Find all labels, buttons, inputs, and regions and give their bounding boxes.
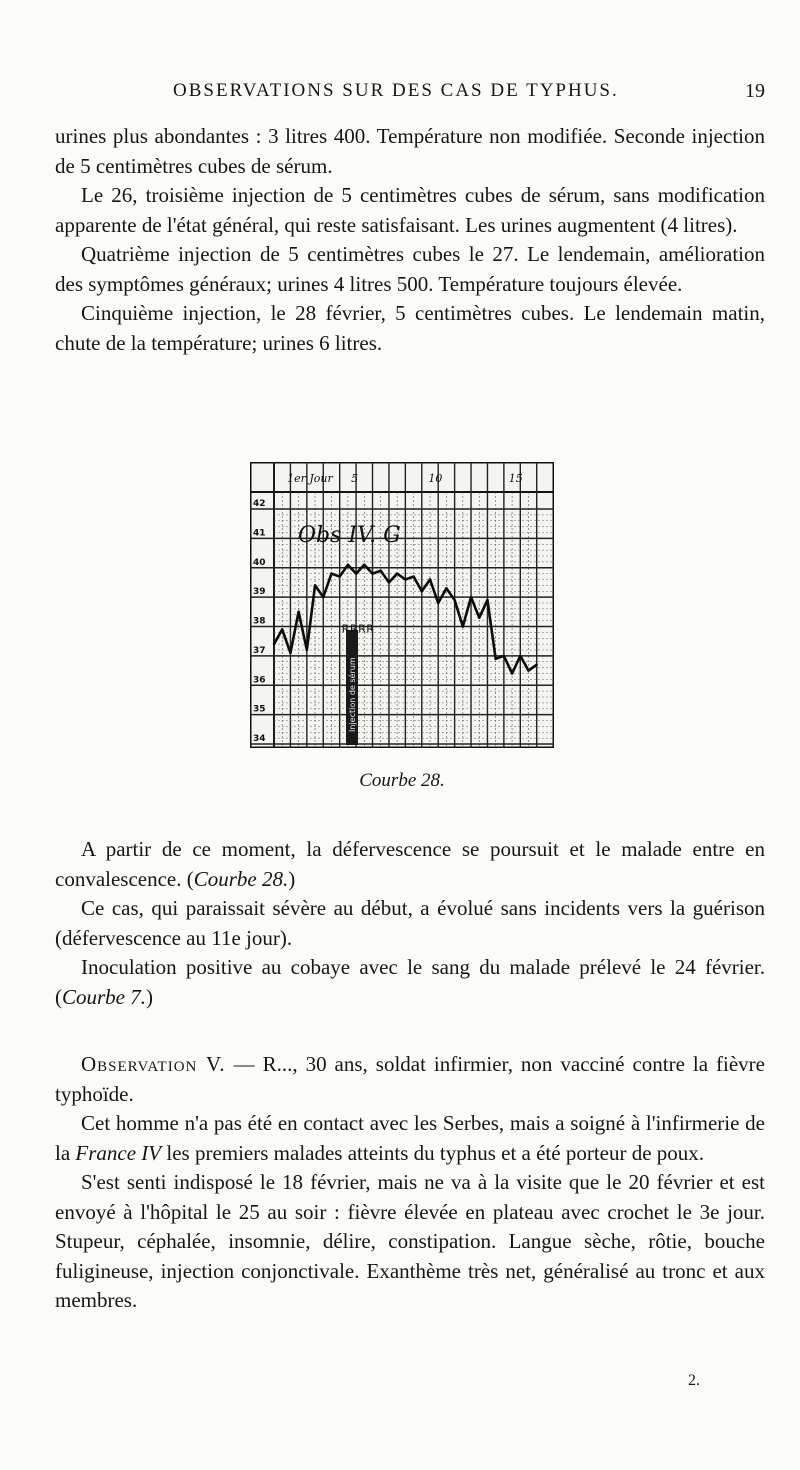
temperature-point: [437, 602, 439, 604]
injection-mark: R: [341, 622, 350, 636]
text-block-middle: [55, 835, 765, 1012]
temperature-point: [281, 628, 283, 630]
injection-mark: R: [358, 622, 366, 636]
temperature-chart: [250, 462, 554, 748]
temperature-point: [363, 564, 365, 566]
figure-reference: Courbe 28.: [193, 866, 289, 891]
temperature-chart-figure: [250, 462, 554, 748]
temperature-point: [273, 643, 275, 645]
paragraph-continuation: urines plus abondantes : 3 litres 400. Température non modifiée. Seconde injection de 5 centimètres cubes de sérum.: [55, 124, 765, 178]
temperature-point: [478, 616, 480, 618]
temperature-point: [371, 572, 373, 574]
y-tick-label: 38: [253, 616, 266, 627]
injection-mark: R: [366, 622, 374, 636]
day-label: 10: [428, 472, 443, 485]
temperature-point: [494, 658, 496, 660]
paragraph: Inoculation positive au cobaye avec le sang du malade prélevé le 24 février. (Courbe 7.): [55, 955, 765, 1009]
temperature-point: [404, 578, 406, 580]
figure-reference: Courbe 7.: [62, 984, 146, 1009]
temperature-point: [536, 663, 538, 665]
observation-heading: Observation V.: [81, 1052, 226, 1076]
temperature-point: [445, 587, 447, 589]
text-block-top: [55, 122, 765, 358]
temperature-point: [306, 649, 308, 651]
paragraph: S'est senti indisposé le 18 février, mais ne va à la visite que le 20 février et est envoyé à l'hôpital le 25 au soir : fièvre élevée en plateau avec crochet le 3e jour. Stupeur, céphalée, insomnie, délire, constipation. Langue sèche, rôtie, bouche fuligineuse, injection conjonctivale. Exanthème très net, généralisé au tronc et aux membres.: [55, 1170, 765, 1312]
temperature-point: [486, 599, 488, 601]
day-label: 1er Jour: [287, 472, 333, 485]
temperature-point: [330, 572, 332, 574]
signature-mark: 2.: [688, 1372, 700, 1389]
y-tick-label: 34: [253, 734, 266, 744]
temperature-point: [527, 669, 529, 671]
injection-marks: [342, 622, 375, 635]
temperature-point: [347, 564, 349, 566]
chart-frame: [250, 462, 554, 748]
temperature-point: [297, 611, 299, 613]
temperature-point: [396, 572, 398, 574]
paragraph: Quatrième injection de 5 centimètres cubes le 27. Le lendemain, amélioration des symptômes généraux; urines 4 litres 500. Température toujours élevée.: [55, 242, 765, 296]
temperature-point: [322, 596, 324, 598]
temperature-point: [519, 655, 521, 657]
temperature-point: [470, 596, 472, 598]
temperature-point: [388, 581, 390, 583]
injection-mark: R: [349, 622, 358, 636]
ship-name: France IV: [75, 1140, 162, 1165]
temperature-point: [355, 572, 357, 574]
paragraph: Le 26, troisième injection de 5 centimètres cubes de sérum, sans modification apparente de l'état général, qui reste satisfaisant. Les urines augmentent (4 litres).: [55, 183, 765, 237]
temperature-point: [380, 569, 382, 571]
paragraph: Ce cas, qui paraissait sévère au début, a évolué sans incidents vers la guérison (défervescence au 11e jour).: [55, 896, 765, 950]
y-axis-ticks: [253, 499, 266, 744]
observation-v: [55, 1050, 765, 1316]
day-label: 15: [508, 472, 523, 485]
observation-opening: Observation V. — R..., 30 ans, soldat infirmier, non vacciné contre la fièvre typhoïde.: [55, 1052, 765, 1106]
y-tick-label: 35: [253, 704, 266, 715]
temperature-point: [503, 655, 505, 657]
temperature-point: [453, 599, 455, 601]
y-tick-label: 40: [253, 557, 266, 568]
patient-label: Obs IV. G: [298, 523, 401, 548]
temperature-point: [314, 584, 316, 586]
paragraph: A partir de ce moment, la défervescence se poursuit et le malade entre en convalescence. (Courbe 28.): [55, 837, 765, 891]
running-head: [55, 80, 765, 110]
y-tick-label: 41: [253, 528, 266, 539]
temperature-point: [511, 672, 513, 674]
temperature-point: [412, 575, 414, 577]
temperature-point: [421, 590, 423, 592]
day-label: 5: [351, 472, 359, 485]
paragraph: Cet homme n'a pas été en contact avec les Serbes, mais a soigné à l'infirmerie de la France IV les premiers malades atteints du typhus et a été porteur de poux.: [55, 1111, 765, 1165]
y-tick-label: 42: [253, 499, 266, 509]
y-tick-label: 39: [253, 587, 266, 598]
running-title: OBSERVATIONS SUR DES CAS DE TYPHUS.: [173, 80, 619, 101]
temperature-point: [338, 575, 340, 577]
injection-bar-label: Injection de sérum: [348, 657, 357, 732]
page-number: 19: [745, 80, 765, 102]
y-tick-label: 37: [253, 645, 266, 656]
paragraph: Cinquième injection, le 28 février, 5 centimètres cubes. Le lendemain matin, chute de la température; urines 6 litres.: [55, 301, 765, 355]
temperature-point: [429, 578, 431, 580]
figure-caption: Courbe 28.: [359, 770, 445, 791]
temperature-point: [462, 625, 464, 627]
y-tick-label: 36: [253, 675, 266, 686]
temperature-point: [289, 652, 291, 654]
